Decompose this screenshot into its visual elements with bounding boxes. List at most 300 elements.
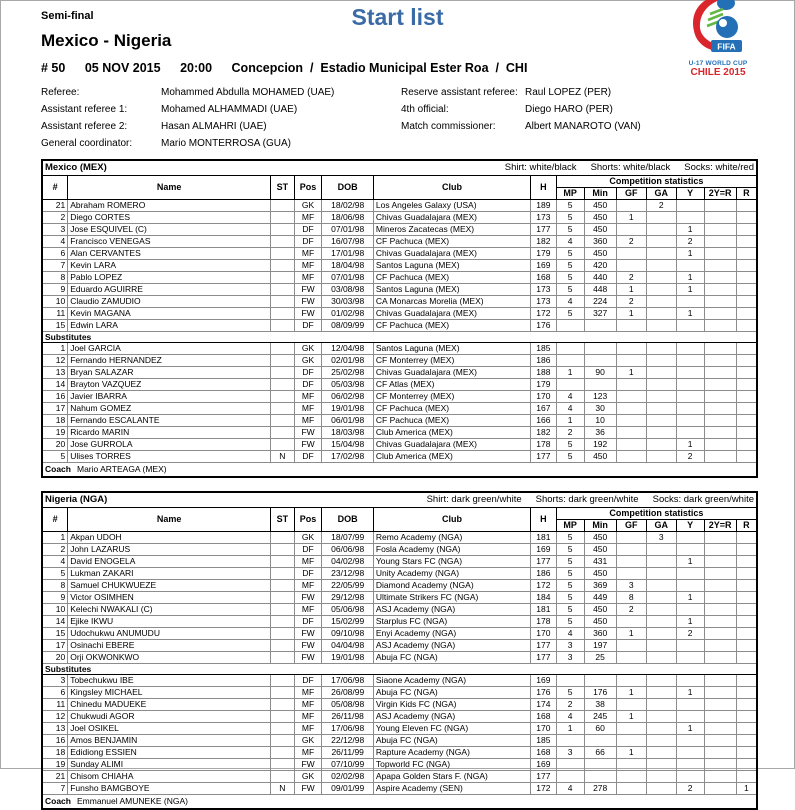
cell-num: 12 xyxy=(42,355,68,367)
substitutes-label: Substitutes xyxy=(42,332,757,343)
cell-club: CF Pachuca (MEX) xyxy=(373,403,530,415)
cell-ga xyxy=(646,379,676,391)
cell-gf xyxy=(616,735,646,747)
cell-gf xyxy=(616,544,646,556)
cell-min: 450 xyxy=(584,224,616,236)
cell-2yr xyxy=(704,580,736,592)
player-row xyxy=(42,272,757,284)
cell-min: 327 xyxy=(584,308,616,320)
col-header-st: ST xyxy=(271,508,295,532)
cell-name: Osinachi EBERE xyxy=(68,640,271,652)
cell-2yr xyxy=(704,296,736,308)
cell-club: CF Pachuca (MEX) xyxy=(373,272,530,284)
cell-h: 172 xyxy=(531,308,557,320)
cell-min: 449 xyxy=(584,592,616,604)
cell-2yr xyxy=(704,544,736,556)
cell-ga xyxy=(646,771,676,783)
cell-2yr xyxy=(704,640,736,652)
cell-mp: 5 xyxy=(556,604,584,616)
cell-min: 38 xyxy=(584,699,616,711)
cell-num: 6 xyxy=(42,248,68,260)
cell-st xyxy=(271,403,295,415)
cell-r xyxy=(736,248,757,260)
cell-club: CF Monterrey (MEX) xyxy=(373,391,530,403)
cell-st: N xyxy=(271,451,295,463)
cell-st xyxy=(271,532,295,544)
cell-st xyxy=(271,556,295,568)
col-header-name: Name xyxy=(68,176,271,200)
player-row xyxy=(42,343,757,355)
player-row xyxy=(42,556,757,568)
cell-2yr xyxy=(704,592,736,604)
cell-dob: 03/08/98 xyxy=(322,284,373,296)
cell-dob: 05/08/98 xyxy=(322,699,373,711)
cell-y: 1 xyxy=(676,248,704,260)
cell-gf xyxy=(616,451,646,463)
cell-h: 169 xyxy=(531,260,557,272)
cell-club: Aspire Academy (SEN) xyxy=(373,783,530,795)
player-row xyxy=(42,759,757,771)
cell-club: CF Atlas (MEX) xyxy=(373,379,530,391)
cell-y: 2 xyxy=(676,628,704,640)
page-title: Start list xyxy=(351,4,444,30)
cell-h: 179 xyxy=(531,248,557,260)
cell-r xyxy=(736,747,757,759)
cell-pos: DF xyxy=(294,320,322,332)
cell-2yr xyxy=(704,379,736,391)
cell-min: 369 xyxy=(584,580,616,592)
cell-name: Alan CERVANTES xyxy=(68,248,271,260)
player-row xyxy=(42,783,757,795)
substitutes-band-row xyxy=(42,664,757,675)
cell-dob: 07/01/98 xyxy=(322,224,373,236)
cell-r xyxy=(736,735,757,747)
cell-st xyxy=(271,367,295,379)
coach-name: Mario ARTEAGA (MEX) xyxy=(76,464,167,474)
cell-num: 3 xyxy=(42,675,68,687)
cell-min: 60 xyxy=(584,723,616,735)
cell-ga xyxy=(646,568,676,580)
team-table-nigeria xyxy=(41,491,756,810)
col-header-min: Min xyxy=(584,520,616,532)
cell-2yr xyxy=(704,747,736,759)
cell-num: 11 xyxy=(42,308,68,320)
cell-y xyxy=(676,427,704,439)
cell-st xyxy=(271,723,295,735)
cell-num: 16 xyxy=(42,391,68,403)
cell-ga: 2 xyxy=(646,200,676,212)
player-row xyxy=(42,415,757,427)
cell-r xyxy=(736,355,757,367)
cell-h: 166 xyxy=(531,415,557,427)
cell-gf xyxy=(616,771,646,783)
cell-2yr xyxy=(704,236,736,248)
cell-dob: 23/12/98 xyxy=(322,568,373,580)
cell-club: Abuja FC (NGA) xyxy=(373,687,530,699)
cell-r xyxy=(736,532,757,544)
cell-dob: 18/06/98 xyxy=(322,212,373,224)
col-header-y: Y xyxy=(676,520,704,532)
cell-mp xyxy=(556,355,584,367)
cell-2yr xyxy=(704,355,736,367)
cell-club: Young Eleven FC (NGA) xyxy=(373,723,530,735)
cell-gf xyxy=(616,439,646,451)
cell-pos: FW xyxy=(294,308,322,320)
cell-name: Chinedu MADUEKE xyxy=(68,699,271,711)
cell-ga xyxy=(646,343,676,355)
cell-name: Edidiong ESSIEN xyxy=(68,747,271,759)
official-row xyxy=(41,118,401,135)
cell-pos: DF xyxy=(294,544,322,556)
cell-mp xyxy=(556,343,584,355)
cell-st xyxy=(271,320,295,332)
cell-ga xyxy=(646,224,676,236)
cell-name: Ricardo MARIN xyxy=(68,427,271,439)
roster-header-row xyxy=(42,508,757,520)
cell-y: 1 xyxy=(676,308,704,320)
cell-pos: MF xyxy=(294,260,322,272)
cell-pos: MF xyxy=(294,699,322,711)
cell-mp: 5 xyxy=(556,439,584,451)
cell-h: 167 xyxy=(531,403,557,415)
match-title: Mexico - Nigeria xyxy=(41,31,172,50)
cell-st xyxy=(271,427,295,439)
cell-dob: 26/08/99 xyxy=(322,687,373,699)
cell-2yr xyxy=(704,616,736,628)
cell-y xyxy=(676,379,704,391)
cell-r xyxy=(736,224,757,236)
official-row xyxy=(41,84,401,101)
cell-mp: 4 xyxy=(556,783,584,795)
official-label: 4th official: xyxy=(401,104,449,115)
cell-r xyxy=(736,391,757,403)
col-header-club: Club xyxy=(373,176,530,200)
cell-pos: DF xyxy=(294,568,322,580)
official-row xyxy=(401,118,641,135)
cell-num: 18 xyxy=(42,415,68,427)
cell-st xyxy=(271,224,295,236)
cell-club: Santos Laguna (MEX) xyxy=(373,343,530,355)
cell-h: 176 xyxy=(531,687,557,699)
cell-h: 181 xyxy=(531,532,557,544)
cell-st xyxy=(271,379,295,391)
cell-dob: 05/06/98 xyxy=(322,604,373,616)
cell-2yr xyxy=(704,343,736,355)
cell-mp xyxy=(556,675,584,687)
cell-num: 8 xyxy=(42,580,68,592)
cell-dob: 18/03/98 xyxy=(322,427,373,439)
cell-h: 189 xyxy=(531,200,557,212)
cell-ga xyxy=(646,355,676,367)
cell-name: Abraham ROMERO xyxy=(68,200,271,212)
player-row xyxy=(42,640,757,652)
roster-header-row xyxy=(42,176,757,188)
cell-y: 2 xyxy=(676,783,704,795)
cell-st xyxy=(271,391,295,403)
cell-ga xyxy=(646,711,676,723)
col-header-st: ST xyxy=(271,176,295,200)
cell-pos: GK xyxy=(294,355,322,367)
cell-r xyxy=(736,711,757,723)
cell-dob: 15/04/98 xyxy=(322,439,373,451)
cell-mp: 5 xyxy=(556,308,584,320)
cell-ga xyxy=(646,415,676,427)
officials-right-column xyxy=(401,84,641,152)
cell-h: 169 xyxy=(531,544,557,556)
player-row xyxy=(42,604,757,616)
cell-pos: GK xyxy=(294,771,322,783)
logo-competition-label: U-17 WORLD CUP xyxy=(688,60,748,67)
cell-gf xyxy=(616,391,646,403)
cell-num: 15 xyxy=(42,320,68,332)
cell-h: 181 xyxy=(531,604,557,616)
cell-y: 1 xyxy=(676,556,704,568)
cell-dob: 22/12/98 xyxy=(322,735,373,747)
cell-dob: 04/02/98 xyxy=(322,556,373,568)
official-value: Diego HARO (PER) xyxy=(525,104,613,115)
cell-num: 17 xyxy=(42,403,68,415)
cell-y xyxy=(676,355,704,367)
cell-pos: MF xyxy=(294,272,322,284)
cell-name: Joel GARCIA xyxy=(68,343,271,355)
cell-h: 168 xyxy=(531,747,557,759)
substitutes-band-row xyxy=(42,332,757,343)
stage-label: Semi-final xyxy=(41,10,94,22)
cell-y xyxy=(676,391,704,403)
cell-r xyxy=(736,403,757,415)
cell-dob: 07/10/99 xyxy=(322,759,373,771)
cell-gf xyxy=(616,260,646,272)
cell-mp: 5 xyxy=(556,272,584,284)
cell-num: 20 xyxy=(42,652,68,664)
cell-club: CF Pachuca (MEX) xyxy=(373,236,530,248)
cell-y xyxy=(676,212,704,224)
player-row xyxy=(42,403,757,415)
official-value: Mario MONTERROSA (GUA) xyxy=(161,138,292,149)
cell-club: Chivas Guadalajara (MEX) xyxy=(373,439,530,451)
player-row xyxy=(42,379,757,391)
kit-info xyxy=(413,493,754,507)
cell-st xyxy=(271,592,295,604)
cell-min: 450 xyxy=(584,532,616,544)
cell-y: 2 xyxy=(676,236,704,248)
cell-pos: MF xyxy=(294,212,322,224)
cell-gf xyxy=(616,355,646,367)
cell-club: Young Stars FC (NGA) xyxy=(373,556,530,568)
col-header-dob: DOB xyxy=(322,176,373,200)
cell-r xyxy=(736,604,757,616)
cell-num: 4 xyxy=(42,236,68,248)
cell-h: 168 xyxy=(531,272,557,284)
cell-gf xyxy=(616,320,646,332)
cell-ga xyxy=(646,236,676,248)
cell-club: ASJ Academy (NGA) xyxy=(373,604,530,616)
cell-h: 173 xyxy=(531,212,557,224)
team-table-mexico xyxy=(41,159,756,478)
official-label: Reserve assistant referee: xyxy=(401,87,518,98)
cell-club: ASJ Academy (NGA) xyxy=(373,640,530,652)
cell-2yr xyxy=(704,652,736,664)
col-header-min: Min xyxy=(584,188,616,200)
cell-min: 224 xyxy=(584,296,616,308)
cell-dob: 22/05/99 xyxy=(322,580,373,592)
cell-st xyxy=(271,640,295,652)
cell-dob: 17/02/98 xyxy=(322,451,373,463)
cell-r xyxy=(736,260,757,272)
player-row xyxy=(42,248,757,260)
player-row xyxy=(42,200,757,212)
cell-name: Claudio ZAMUDIO xyxy=(68,296,271,308)
cell-st xyxy=(271,544,295,556)
cell-r xyxy=(736,451,757,463)
cell-num: 21 xyxy=(42,771,68,783)
cell-st xyxy=(271,415,295,427)
cell-dob: 18/02/98 xyxy=(322,200,373,212)
cell-name: Tobechukwu IBE xyxy=(68,675,271,687)
cell-dob: 05/03/98 xyxy=(322,379,373,391)
official-label: Assistant referee 2: xyxy=(41,121,128,132)
cell-name: Francisco VENEGAS xyxy=(68,236,271,248)
cell-mp: 5 xyxy=(556,284,584,296)
cell-club: Abuja FC (NGA) xyxy=(373,652,530,664)
match-time: 20:00 xyxy=(180,61,213,75)
cell-2yr xyxy=(704,675,736,687)
cell-mp: 1 xyxy=(556,723,584,735)
cell-pos: DF xyxy=(294,236,322,248)
substitutes-label: Substitutes xyxy=(42,664,757,675)
cell-dob: 09/01/99 xyxy=(322,783,373,795)
cell-h: 173 xyxy=(531,284,557,296)
cell-h: 177 xyxy=(531,640,557,652)
coach-label: Coach xyxy=(45,464,71,474)
cell-h: 177 xyxy=(531,451,557,463)
cell-r xyxy=(736,568,757,580)
cell-r xyxy=(736,699,757,711)
cell-mp: 5 xyxy=(556,556,584,568)
cell-num: 5 xyxy=(42,568,68,580)
cell-num: 9 xyxy=(42,592,68,604)
cell-gf: 2 xyxy=(616,296,646,308)
cell-min: 66 xyxy=(584,747,616,759)
cell-y: 1 xyxy=(676,439,704,451)
cell-mp: 4 xyxy=(556,296,584,308)
cell-dob: 18/07/99 xyxy=(322,532,373,544)
cell-h: 185 xyxy=(531,343,557,355)
cell-st xyxy=(271,747,295,759)
cell-num: 1 xyxy=(42,343,68,355)
coach-name: Emmanuel AMUNEKE (NGA) xyxy=(76,796,188,806)
cell-gf xyxy=(616,699,646,711)
cell-club: Siaone Academy (NGA) xyxy=(373,675,530,687)
cell-ga xyxy=(646,699,676,711)
cell-2yr xyxy=(704,284,736,296)
col-header-gf: GF xyxy=(616,188,646,200)
cell-pos: FW xyxy=(294,296,322,308)
cell-r xyxy=(736,580,757,592)
coach-label: Coach xyxy=(45,796,71,806)
cell-club: ASJ Academy (NGA) xyxy=(373,711,530,723)
cell-y xyxy=(676,735,704,747)
cell-ga xyxy=(646,675,676,687)
cell-name: Chisom CHIAHA xyxy=(68,771,271,783)
cell-name: Ulises TORRES xyxy=(68,451,271,463)
cell-ga xyxy=(646,759,676,771)
cell-2yr xyxy=(704,308,736,320)
cell-gf: 2 xyxy=(616,236,646,248)
coach-row xyxy=(42,795,757,810)
player-row xyxy=(42,568,757,580)
cell-name: Kevin MAGANA xyxy=(68,308,271,320)
cell-mp: 5 xyxy=(556,532,584,544)
cell-gf xyxy=(616,532,646,544)
cell-name: Diego CORTES xyxy=(68,212,271,224)
team-name: Mexico (MEX) xyxy=(45,162,107,173)
cell-2yr xyxy=(704,403,736,415)
cell-ga xyxy=(646,320,676,332)
player-row xyxy=(42,747,757,759)
cell-r xyxy=(736,544,757,556)
cell-y xyxy=(676,771,704,783)
cell-num: 12 xyxy=(42,711,68,723)
cell-min: 30 xyxy=(584,403,616,415)
cell-pos: MF xyxy=(294,723,322,735)
cell-num: 15 xyxy=(42,628,68,640)
cell-2yr xyxy=(704,711,736,723)
cell-mp: 3 xyxy=(556,640,584,652)
cell-r xyxy=(736,343,757,355)
cell-2yr xyxy=(704,415,736,427)
cell-mp: 5 xyxy=(556,687,584,699)
col-header-name: Name xyxy=(68,508,271,532)
cell-dob: 17/01/98 xyxy=(322,248,373,260)
cell-club: Chivas Guadalajara (MEX) xyxy=(373,367,530,379)
cell-st xyxy=(271,200,295,212)
cell-ga xyxy=(646,616,676,628)
cell-2yr xyxy=(704,248,736,260)
cell-y xyxy=(676,759,704,771)
player-row xyxy=(42,320,757,332)
cell-mp: 4 xyxy=(556,711,584,723)
cell-club: Santos Laguna (MEX) xyxy=(373,284,530,296)
player-row xyxy=(42,260,757,272)
cell-dob: 19/01/98 xyxy=(322,403,373,415)
cell-2yr xyxy=(704,272,736,284)
cell-club: Club America (MEX) xyxy=(373,451,530,463)
cell-y xyxy=(676,675,704,687)
cell-h: 178 xyxy=(531,616,557,628)
cell-h: 184 xyxy=(531,592,557,604)
cell-st xyxy=(271,580,295,592)
cell-min: 431 xyxy=(584,556,616,568)
cell-r xyxy=(736,415,757,427)
cell-ga xyxy=(646,723,676,735)
cell-2yr xyxy=(704,783,736,795)
player-row xyxy=(42,532,757,544)
col-header-dob: DOB xyxy=(322,508,373,532)
cell-name: Sunday ALIMI xyxy=(68,759,271,771)
cell-mp xyxy=(556,759,584,771)
cell-ga xyxy=(646,747,676,759)
cell-min: 36 xyxy=(584,427,616,439)
cell-gf xyxy=(616,200,646,212)
cell-min: 450 xyxy=(584,212,616,224)
cell-min: 90 xyxy=(584,367,616,379)
cell-r xyxy=(736,687,757,699)
cell-h: 177 xyxy=(531,771,557,783)
cell-y: 1 xyxy=(676,687,704,699)
cell-club: Virgin Kids FC (NGA) xyxy=(373,699,530,711)
cell-ga xyxy=(646,367,676,379)
